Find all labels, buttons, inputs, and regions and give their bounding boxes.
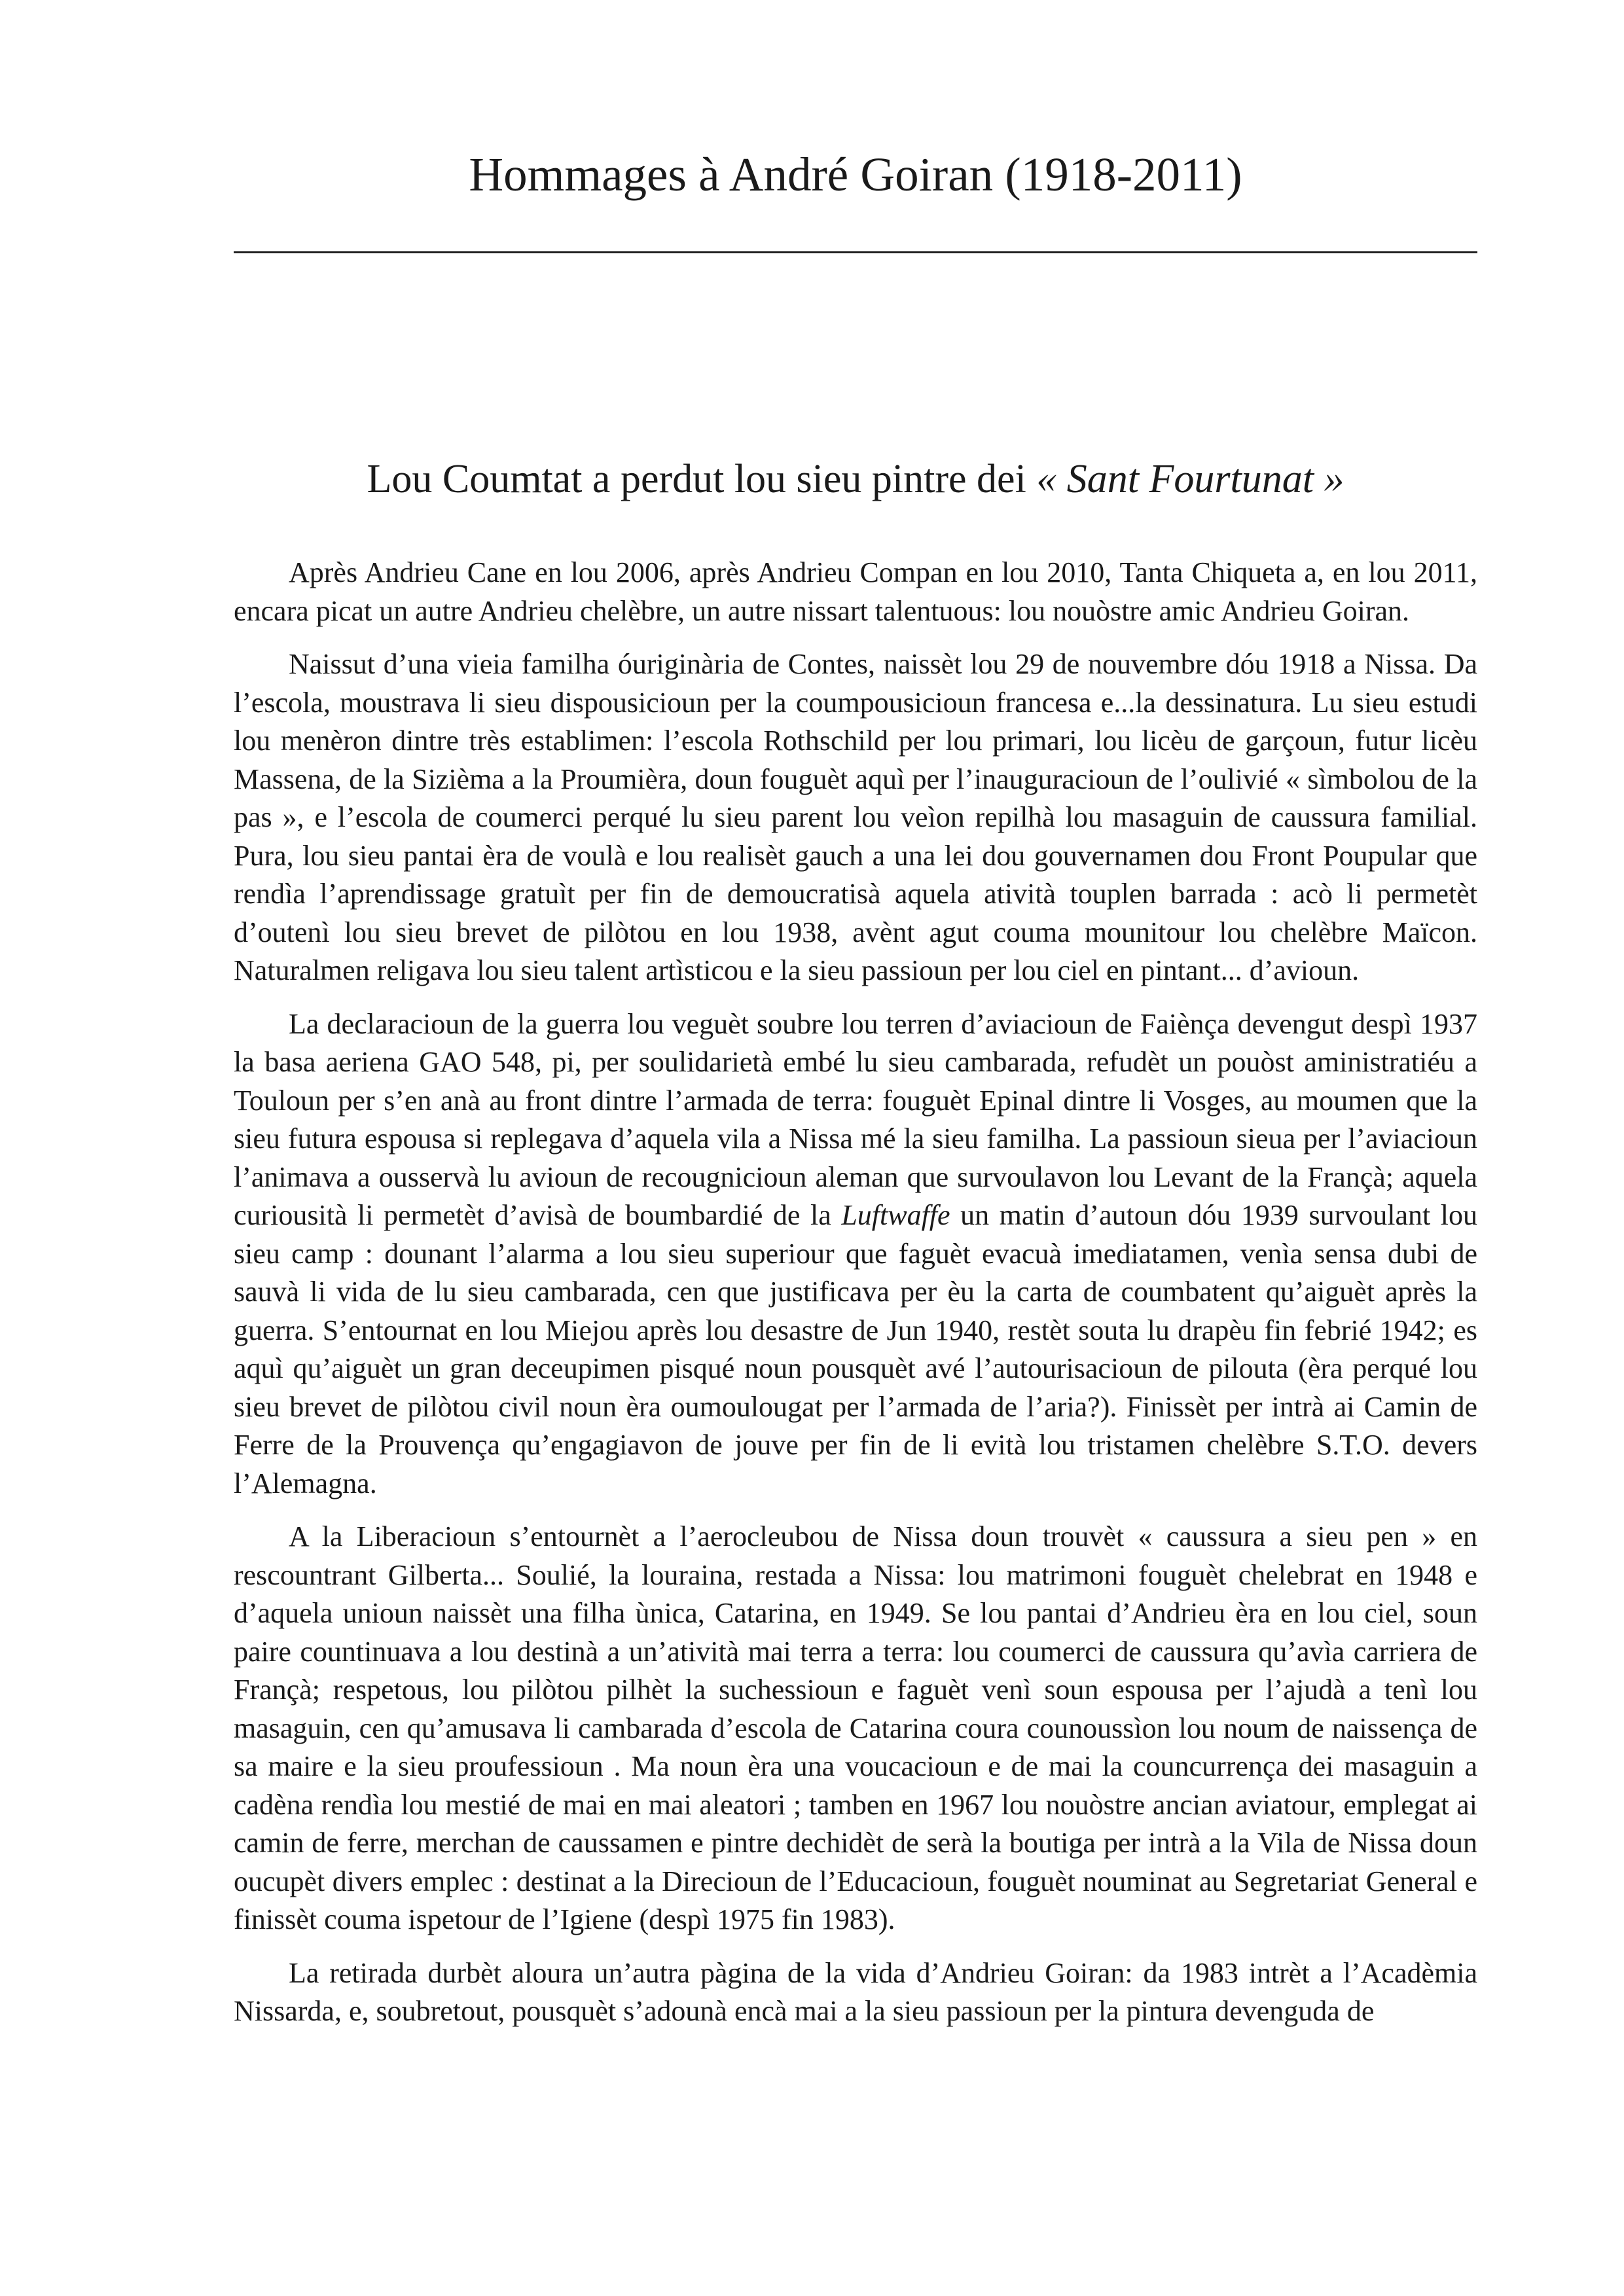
article-title (234, 453, 1477, 505)
paragraph-4: A la Liberacioun s’entournèt a l’aerocleubou de Nissa doun trouvèt « caussura a sieu pen » en rescountrant Gilberta... Soulié, la louraina, restada a Nissa: lou matrimoni fouguèt chelebrat en 1948 e d’aquela unioun naissèt una filha ùnica, Catarina, en 1949. Se lou pantai d’Andrieu èra en lou ciel, soun paire countinuava a lou destinà a un’atività mai terra a terra: lou coumerci de caussura qu’avìa carriera de Françà; respetous, lou pilòtou pilhèt la suchessioun e faguèt venì soun espousa per l’ajudà a tenì lou masaguin, cen qu’amusava li cambarada d’escola de Catarina coura counoussìon lou noum de naissença de sa maire e la sieu proufessioun . Ma noun èra una voucacioun e de mai la councurrença dei masaguin a cadèna rendìa lou mestié de mai en mai aleatori ; tamben en 1967 lou nouòstre ancian aviatour, emplegat ai camin de ferre, merchan de caussamen e pintre dechidèt de serà la boutiga per intrà a la Vila de Nissa doun oucupèt divers emplec : destinat a la Direcioun de l’Educacioun, fouguèt nouminat au Segretariat General e finissèt couma ispetour de l’Igiene (despì 1975 fin 1983). (234, 1520, 1477, 1935)
paragraph-3-part-2: un matin d’autoun dóu 1939 survoulant lou sieu camp : dounant l’alarma a lou sieu superiour que faguèt evacuà imediatamen, venìa sensa dubi de sauvà li vida de lu sieu cambarada, cen que justificava per èu la carta de coumbatent qu’aiguèt après la guerra. S’entournat en lou Miejou après lou desastre de Jun 1940, restèt souta lu drapèu fin febrié 1942; es aquì qu’aiguèt un gran deceupimen pisqué noun pousquèt avé l’autourisacioun de pilouta (èra perqué lou sieu brevet de pilòtou civil noun èra oumoulougat per l’armada de l’aria?). Finissèt per intrà ai Camin de Ferre de la Prouvença qu’engagiavon de jouve per fin de li evità lou tristamen chelèbre S.T.O. devers l’Alemagna. (234, 1199, 1478, 1499)
running-head: Hommages à André Goiran (1918-2011) (469, 148, 1242, 201)
article-title-main: Lou Coumtat a perdut lou sieu pintre dei (367, 457, 1037, 501)
paragraph-1: Après Andrieu Cane en lou 2006, après Andrieu Compan en lou 2010, Tanta Chiqueta a, en lou 2011, encara picat un autre Andrieu chelèbre, un autre nissart talentuous: lou nouòstre amic Andrieu Goiran. (234, 556, 1477, 627)
paragraph-2: Naissut d’una vieia familha óuriginària de Contes, naissèt lou 29 de nouvembre dóu 1918 a Nissa. Da l’escola, moustrava li sieu dispousicioun per la coumpousicioun francesa e...la dessinatura. Lu sieu estudi lou menèron dintre très establimen: l’escola Rothschild per lou primari, lou licèu de garçoun, futur licèu Massena, de la Sizièma a la Proumièra, doun fouguèt aquì per l’inauguracioun de l’oulivié « sìmbolou de la pas », e l’escola de coumerci perqué lu sieu parent lou veìon repilhà lou masaguin de caussura familial. Pura, lou sieu pantai èra de voulà e lou realisèt gauch a una lei dou gouvernamen dou Front Poupular que rendìa l’aprendissage gratuìt per fin de demoucratisà aquela atività touplen barrada : acò li permetèt d’outenì lou sieu brevet de pilòtou en lou 1938, avènt agut couma mounitour lou chelèbre Maïcon. Naturalmen religava lou sieu talent artìsticou e la sieu passioun per lou ciel en pintant... d’avioun. (234, 648, 1477, 986)
header-divider (234, 251, 1477, 253)
article-title-italic: « Sant Fourtunat » (1036, 457, 1344, 501)
article-body (234, 554, 1477, 2046)
paragraph-3-part-1: La declaracioun de la guerra lou veguèt soubre lou terren d’aviacioun de Faiènça devengut despì 1937 la basa aeriena GAO 548, pi, per soulidarietà embé lu sieu cambarada, refudèt un pouòst aministratiéu a Touloun per s’en anà au front dintre l’armada de terra: fouguèt Epinal dintre li Vosges, au moumen que la sieu futura espousa si replegava d’aquela vila a Nissa mé la sieu familha. La passioun sieua per l’aviacioun l’animava a ousservà lu avioun de recougnicioun aleman que survoulavon lou Levant de la Françà; aquela curiousità li permetèt d’avisà de boumbardié de la (234, 1007, 1477, 1231)
paragraph-5: La retirada durbèt aloura un’autra pàgina de la vida d’Andrieu Goiran: da 1983 intrèt a l’Acadèmia Nissarda, e, soubretout, pousquèt s’adounà encà mai a la sieu passioun per la pintura devenguda de (234, 1956, 1477, 2027)
paragraph-3-italic-term: Luftwaffe (841, 1199, 950, 1231)
paragraph-3 (234, 1005, 1477, 1503)
